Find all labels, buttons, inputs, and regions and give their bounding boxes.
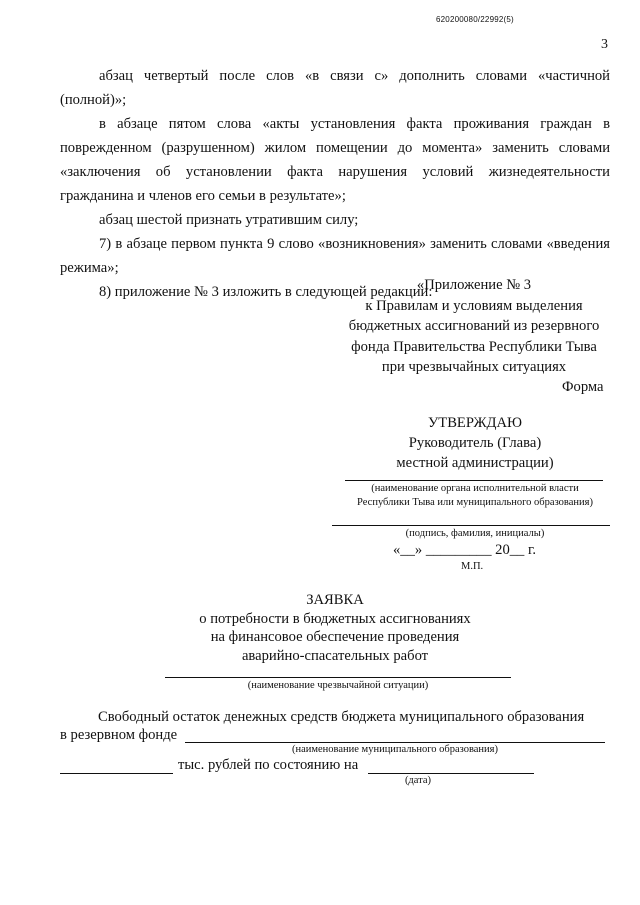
paragraph-5: 8) приложение № 3 изложить в следующей редакции: [99, 284, 433, 300]
paragraph-3: абзац шестой признать утратившим силу; [99, 212, 359, 228]
request-line-2: на финансовое обеспечение проведения [210, 629, 460, 645]
emergency-name-line [165, 677, 511, 678]
request-line-1: о потребности в бюджетных ассигнованиях [199, 610, 471, 627]
org-caption-line-1: (наименование органа исполнительной власти [371, 483, 579, 494]
balance-line-1: Свободный остаток денежных средств бюджета муниципального образования [98, 709, 585, 725]
approval-title: УТВЕРЖДАЮ [427, 415, 523, 431]
page-number: 3 [601, 37, 608, 52]
date-caption: (дата) [404, 775, 432, 786]
emergency-caption: (наименование чрезвычайной ситуации) [247, 680, 429, 691]
request-title: ЗАЯВКА [306, 592, 364, 608]
municipality-name-line [185, 742, 605, 743]
appendix-line-3: бюджетных ассигнований из резервного [348, 318, 600, 334]
approval-line-1: Руководитель (Глава) [408, 435, 542, 451]
form-label: Форма [562, 379, 604, 395]
signature-caption: (подпись, фамилия, инициалы) [405, 528, 545, 539]
paragraph-1: абзац четвертый после слов «в связи с» дополнить словами «частичной (полной)»; [60, 68, 610, 108]
paragraph-2: в абзаце пятом слова «акты установления факта проживания граждан в поврежденном (разрушенном) жилом помещении до момента» заменить словами «заключения об установлении факта нарушения условий жизнедеятельности гражданина и членов его семьи в результате»; [60, 116, 610, 204]
appendix-line-4: фонда Правительства Республики Тыва [351, 338, 597, 355]
amount-line [60, 773, 173, 774]
approval-block [340, 413, 610, 473]
request-block [150, 591, 520, 665]
amendment-text [60, 64, 610, 304]
date-line [368, 773, 534, 774]
request-line-3: аварийно-спасательных работ [241, 647, 429, 664]
signature-line [332, 525, 610, 526]
org-name-line [345, 480, 603, 481]
stamp-place: М.П. [461, 561, 484, 572]
municipality-caption: (наименование муниципального образования) [291, 744, 499, 755]
appendix-line-1: «Приложение № 3 [416, 277, 532, 293]
org-caption-line-2: Республики Тыва или муниципального образования) [357, 496, 593, 508]
org-caption [330, 482, 620, 509]
appendix-line-5: при чрезвычайных ситуациях [381, 359, 567, 375]
paragraph-4: 7) в абзаце первом пункта 9 слово «возникновения» заменить словами «введения режима»; [60, 236, 610, 276]
approval-line-2: местной администрации) [396, 455, 554, 471]
approval-date: «__» _________ 20__ г. [393, 542, 536, 558]
appendix-header [336, 275, 612, 378]
balance-line-2-prefix: в резервном фонде [60, 727, 178, 743]
appendix-line-2: к Правилам и условиям выделения [365, 297, 583, 314]
document-number: 620200080/22992(5) [436, 15, 514, 24]
balance-line-3: тыс. рублей по состоянию на [178, 757, 359, 773]
